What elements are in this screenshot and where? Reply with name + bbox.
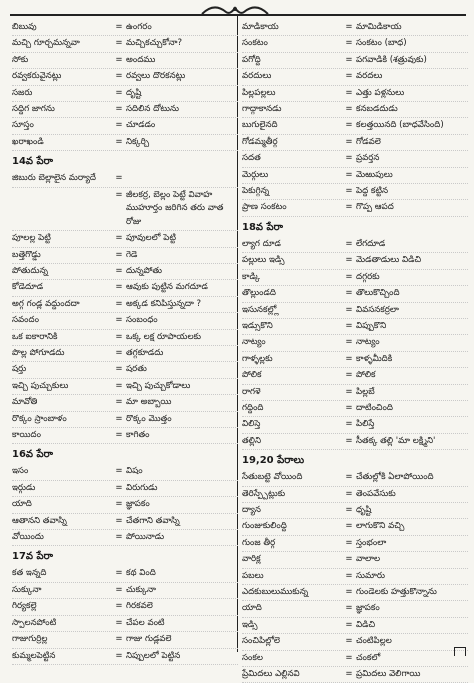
equals-sign: = <box>115 189 123 200</box>
standard-meaning: చేపల వంటి <box>126 617 165 628</box>
standard-meaning: అందము <box>126 54 156 65</box>
glossary-row <box>12 530 238 546</box>
standard-meaning: అక్కడ కనిపిస్తున్నదా ? <box>126 298 202 309</box>
standard-meaning: ఇచ్చి పుచ్చుకోడాలు <box>126 380 191 391</box>
glossary-row <box>242 536 468 552</box>
section-heading: 19,20 పేరాలు <box>242 455 305 467</box>
dialect-term: ప్రేమిదలు ఎల్లినవి <box>242 669 300 680</box>
dialect-term: సేతుబట్టె వోయింది <box>242 472 303 483</box>
section-heading: 17వ పేరా <box>12 551 53 563</box>
dialect-term: నాట్యం <box>242 337 266 348</box>
equals-sign: = <box>115 413 123 424</box>
standard-meaning: తెంపవేసుకు <box>356 488 396 499</box>
standard-meaning: కాళ్ళమీదికి <box>356 353 393 364</box>
section-heading: 16వ పేరా <box>12 449 53 461</box>
dialect-term: పోతుదున్న <box>12 265 49 276</box>
equals-sign: = <box>115 499 123 510</box>
standard-meaning: కలత్తయినది (బాధవేసింది) <box>356 120 444 131</box>
glossary-row <box>12 346 238 362</box>
standard-meaning: గిరకవలె <box>126 601 153 612</box>
glossary-row <box>12 583 238 599</box>
standard-meaning: మామిడికాయ <box>356 22 402 32</box>
dialect-term: తల్లిని <box>242 435 262 446</box>
equals-sign: = <box>345 435 353 446</box>
glossary-row <box>242 417 468 433</box>
glossary-row <box>242 237 468 253</box>
glossary-row <box>12 86 238 102</box>
glossary-row <box>12 566 238 582</box>
dialect-term: గద్దింది <box>242 402 264 413</box>
equals-sign: = <box>115 233 123 244</box>
standard-meaning: గెడె <box>126 249 138 260</box>
glossary-row <box>12 102 238 118</box>
dialect-term: సదత <box>242 153 261 164</box>
equals-sign: = <box>345 603 353 614</box>
standard-meaning: దృష్టి <box>126 87 142 98</box>
glossary-row <box>12 36 238 52</box>
dialect-term: మెర్గులు <box>242 169 269 180</box>
dialect-term: తెరిస్ప్పేట్లుకు <box>242 488 286 499</box>
dialect-term: సంకల <box>242 652 263 663</box>
dialect-term: సంకటం <box>242 38 268 49</box>
equals-sign: = <box>345 255 353 266</box>
equals-sign: = <box>345 38 353 49</box>
glossary-row <box>242 319 468 335</box>
equals-sign: = <box>345 202 353 213</box>
glossary-row <box>242 270 468 286</box>
standard-meaning: చంకలో <box>356 652 381 663</box>
standard-meaning: జ్ఞాపకం <box>126 499 150 510</box>
dialect-term: సూస్తం <box>12 120 34 131</box>
glossary-row <box>12 428 238 444</box>
equals-sign: = <box>115 397 123 408</box>
standard-meaning: విషం <box>126 466 143 477</box>
equals-sign: = <box>345 488 353 499</box>
equals-sign: = <box>115 584 123 595</box>
glossary-row <box>242 470 468 486</box>
equals-sign: = <box>345 554 353 565</box>
standard-meaning: తొలుకొచ్చింది <box>356 288 400 299</box>
dialect-term: సోకు <box>12 54 29 65</box>
left-column <box>12 20 238 665</box>
glossary-row <box>12 171 238 187</box>
standard-meaning: ఉంగరం <box>126 22 152 32</box>
glossary-row <box>12 280 238 296</box>
dialect-term: వారిక్ల <box>242 554 261 565</box>
glossary-row <box>12 395 238 411</box>
equals-sign: = <box>345 652 353 663</box>
dialect-term: అగ్గ గండ్ల వద్దుందదా <box>12 298 80 309</box>
equals-sign: = <box>115 532 123 543</box>
equals-sign: = <box>345 271 353 282</box>
equals-sign: = <box>345 370 353 381</box>
glossary-row <box>242 519 468 535</box>
equals-sign: = <box>345 320 353 331</box>
standard-meaning: పిలిస్తే <box>356 419 375 430</box>
glossary-row <box>242 585 468 601</box>
equals-sign: = <box>345 87 353 98</box>
glossary-row <box>12 297 238 313</box>
dialect-term: గుంజుకులింద్ది <box>242 521 287 532</box>
standard-meaning: కాగితం <box>126 430 150 441</box>
standard-meaning: షరతు <box>126 364 147 375</box>
standard-meaning: విడిచి <box>356 619 376 630</box>
glossary-row <box>242 487 468 503</box>
glossary-row <box>12 362 238 378</box>
glossary-row <box>242 286 468 302</box>
equals-sign: = <box>115 482 123 493</box>
dialect-term: ఒక ఐకారానికి <box>12 331 58 342</box>
glossary-row <box>12 69 238 85</box>
dialect-term: ఇసం <box>12 466 29 477</box>
standard-meaning: కనబడదుడు <box>356 104 398 115</box>
dialect-term: ఇడ్సి <box>242 619 258 630</box>
standard-meaning: సంబంధం <box>126 315 158 326</box>
dialect-term: ల్యాగ దూడ <box>242 238 281 249</box>
glossary-row <box>242 667 468 683</box>
dialect-term: బిబువు <box>12 22 37 32</box>
standard-meaning: చుక్కునా <box>126 584 156 595</box>
dialect-term: తొల్లుండది <box>242 288 276 299</box>
equals-sign: = <box>345 238 353 249</box>
equals-sign: = <box>345 636 353 647</box>
equals-sign: = <box>115 380 123 391</box>
standard-meaning: గోడవలె <box>356 136 381 147</box>
standard-meaning: పెద్ద కట్టిన <box>356 186 389 197</box>
glossary-row <box>12 616 238 632</box>
standard-meaning: ఒక్క లక్ష రూపాయలకు <box>126 331 201 342</box>
dialect-term: ఇడ్సుకొని <box>242 320 273 331</box>
dialect-term: బుగులైనది <box>242 120 278 131</box>
standard-meaning: సుమారు <box>356 570 385 581</box>
dialect-term: కుమ్మలపెట్టిన <box>12 650 56 661</box>
glossary-row <box>12 514 238 530</box>
glossary-row <box>242 335 468 351</box>
glossary-row <box>12 20 238 36</box>
section-heading: 14వ పేరా <box>12 156 53 168</box>
standard-meaning: జ్ఞాపకం <box>356 603 380 614</box>
equals-sign: = <box>115 515 123 526</box>
dialect-term: ఆతానని తవాస్ని <box>12 515 67 526</box>
equals-sign: = <box>115 617 123 628</box>
equals-sign: = <box>115 348 123 358</box>
standard-meaning: దున్నపోతు <box>126 265 163 276</box>
standard-meaning: గొప్ప ఆపద <box>356 202 394 213</box>
standard-meaning: జీలకర్ర, బెల్లం పెట్టే వివాహ ముహూర్తం జరిగిన తరు వాత రోజు <box>126 189 224 227</box>
glossary-row <box>242 118 468 134</box>
standard-meaning: మెఱుపులు <box>356 169 393 180</box>
glossary-row <box>12 481 238 497</box>
dialect-term: మావోతి <box>12 397 38 408</box>
equals-sign: = <box>345 570 353 581</box>
standard-meaning: మచ్చికచ్చుకోనా? <box>126 38 183 49</box>
page-corner-mark <box>454 647 466 656</box>
standard-meaning: దాటించింది <box>356 402 393 413</box>
standard-meaning: నిక్కర్చి <box>126 136 150 147</box>
glossary-row <box>12 632 238 648</box>
equals-sign: = <box>345 337 353 348</box>
standard-meaning: ధృష్టి <box>356 504 372 515</box>
standard-meaning: వివసనకర్రలా <box>356 304 399 315</box>
glossary-row <box>12 135 238 151</box>
dialect-term: ఇచ్చి పుచ్చుకులు <box>12 380 69 391</box>
standard-meaning: సంకటం (బాధ) <box>356 38 407 49</box>
dialect-term: సజరు <box>12 87 33 98</box>
glossary-row <box>12 264 238 280</box>
equals-sign: = <box>345 402 353 413</box>
equals-sign: = <box>345 386 353 397</box>
equals-sign: = <box>345 504 353 515</box>
equals-sign: = <box>115 249 123 260</box>
dialect-term: రాగళె <box>242 386 261 397</box>
dialect-term: కోడెదూడ <box>12 282 44 293</box>
equals-sign: = <box>345 54 353 65</box>
dialect-term: మచ్చి గూర్చమన్నవా <box>12 38 80 49</box>
glossary-row <box>12 330 238 346</box>
dialect-term: పూలల్ల పెట్టి <box>12 233 51 244</box>
equals-sign: = <box>115 54 123 65</box>
standard-meaning: పగవాడికి (శత్రువుకు) <box>356 54 427 65</box>
glossary-row <box>242 135 468 151</box>
glossary-row <box>242 200 468 216</box>
equals-sign: = <box>345 587 353 597</box>
glossary-row <box>12 53 238 69</box>
glossary-row <box>242 651 468 667</box>
equals-sign: = <box>115 298 123 309</box>
glossary-row <box>12 379 238 395</box>
dialect-term: సంచిపిల్లోలె <box>242 636 281 647</box>
dialect-term: వరదులు <box>242 71 272 82</box>
standard-meaning: లేగదూడ <box>356 238 386 249</box>
standard-meaning: నిప్పులలో పెట్టిన <box>126 650 181 661</box>
equals-sign: = <box>345 537 353 548</box>
dialect-term: ఇర్గుడు <box>12 482 36 493</box>
equals-sign: = <box>115 22 123 32</box>
dialect-term: గాద్గాకానడు <box>242 104 282 115</box>
glossary-row <box>12 248 238 264</box>
dialect-term: వోయిందు <box>12 532 44 543</box>
dialect-term: రొక్కం స్రాంబాళం <box>12 413 67 424</box>
equals-sign: = <box>115 430 123 441</box>
standard-meaning: లాగుకొని వచ్చి <box>356 521 405 532</box>
glossary-row <box>242 69 468 85</box>
standard-meaning: పిల్లబే <box>356 386 375 397</box>
glossary-row <box>242 601 468 617</box>
standard-meaning: సదిలిన దోటును <box>126 104 179 115</box>
standard-meaning: చేతుల్లోకి ఏలాపోయింది <box>356 472 434 483</box>
equals-sign: = <box>345 472 353 483</box>
glossary-row <box>12 118 238 134</box>
glossary-row <box>242 151 468 167</box>
dialect-term: ప్రాణ సంకటం <box>242 202 287 213</box>
glossary-row <box>242 552 468 568</box>
glossary-row <box>12 599 238 615</box>
dialect-term: యాది <box>242 603 262 614</box>
section-heading: 18వ పేరా <box>242 221 283 233</box>
standard-meaning: మెడతాడులు విడిచి <box>356 255 422 266</box>
dialect-term: రవ్వకరువైనట్లు <box>12 71 62 82</box>
standard-meaning: విప్పుకొని <box>356 320 387 331</box>
standard-meaning: పోయినాడు <box>126 532 165 543</box>
equals-sign: = <box>115 136 123 147</box>
glossary-row <box>242 184 468 200</box>
right-column <box>242 20 468 683</box>
standard-meaning: మా అబ్బాయి <box>126 397 172 408</box>
equals-sign: = <box>115 71 123 82</box>
standard-meaning: కథ వింది <box>126 568 156 579</box>
glossary-row <box>242 20 468 36</box>
equals-sign: = <box>115 634 123 645</box>
standard-meaning: చూడడం <box>126 120 156 131</box>
glossary-row <box>12 497 238 513</box>
equals-sign: = <box>115 120 123 131</box>
standard-meaning: గుండెలకు హత్తుకొన్నాను <box>356 587 437 597</box>
dialect-term: స్పాలనపోంటి <box>12 617 57 628</box>
dialect-term: పోలిక <box>242 370 262 381</box>
glossary-row <box>242 634 468 650</box>
glossary-row <box>12 231 238 247</box>
equals-sign: = <box>115 173 123 184</box>
glossary-row <box>12 649 238 665</box>
standard-meaning: ప్రమిదలు వెలిగాయి <box>356 669 421 680</box>
dialect-term: జిబురు బెల్లాలైన మర్యాదే <box>12 173 96 184</box>
equals-sign: = <box>115 87 123 98</box>
equals-sign: = <box>345 186 353 197</box>
equals-sign: = <box>115 38 123 49</box>
equals-sign: = <box>115 601 123 612</box>
standard-meaning: పోలిక <box>356 370 376 381</box>
dialect-term: షర్తు <box>12 364 27 375</box>
standard-meaning: ఎత్తు పళ్లనులు <box>356 87 405 98</box>
glossary-row <box>242 385 468 401</box>
dialect-term: ఇసునకల్ల్లో <box>242 304 279 315</box>
equals-sign: = <box>345 169 353 180</box>
standard-meaning: స్తంభంలా <box>356 537 387 548</box>
dialect-term: విలిస్తె <box>242 419 261 430</box>
equals-sign: = <box>345 120 353 131</box>
dialect-term: మాడికాయ <box>242 22 279 32</box>
equals-sign: = <box>345 353 353 364</box>
equals-sign: = <box>345 71 353 82</box>
dialect-term: సవందం <box>12 315 39 326</box>
dialect-term: కత ఇన్నది <box>12 568 47 579</box>
dialect-term: గోడమ్మతీర్గ <box>242 136 278 147</box>
standard-meaning: నాట్యం <box>356 337 380 348</box>
equals-sign: = <box>345 619 353 630</box>
equals-sign: = <box>345 669 353 680</box>
standard-meaning: చేతగాని తవాస్ని <box>126 515 180 526</box>
standard-meaning: వాలాల <box>356 554 381 565</box>
dialect-term: గాజుగుర్రిల్ల <box>12 634 48 645</box>
standard-meaning: రవ్వలు దొరకనట్లు <box>126 71 186 82</box>
equals-sign: = <box>115 104 123 115</box>
dialect-term: గుంజ తీర్గ <box>242 537 276 548</box>
dialect-term: ఖరాఖండి <box>12 136 44 147</box>
equals-sign: = <box>345 136 353 147</box>
equals-sign: = <box>345 104 353 115</box>
equals-sign: = <box>115 364 123 375</box>
standard-meaning: గాజు గుడ్లవలె <box>126 634 172 645</box>
dialect-term: ద్యాన <box>242 504 261 515</box>
glossary-row <box>242 569 468 585</box>
glossary-row <box>242 303 468 319</box>
glossary-row <box>12 188 238 232</box>
dialect-term: కాయిదం <box>12 430 41 441</box>
glossary-row <box>242 168 468 184</box>
equals-sign: = <box>115 650 123 661</box>
standard-meaning: పూవులలో పెట్టి <box>126 233 176 244</box>
glossary-row <box>12 464 238 480</box>
top-rule <box>10 14 466 16</box>
glossary-row <box>242 368 468 384</box>
glossary-row <box>242 102 468 118</box>
equals-sign: = <box>115 282 123 293</box>
equals-sign: = <box>345 419 353 430</box>
standard-meaning: రొక్కం మొత్తం <box>126 413 172 424</box>
equals-sign: = <box>345 521 353 532</box>
equals-sign: = <box>345 22 353 32</box>
equals-sign: = <box>115 466 123 477</box>
standard-meaning: తగ్గకూడదు <box>126 348 164 358</box>
glossary-row <box>242 401 468 417</box>
standard-meaning: చంటిపిల్లల <box>356 636 392 647</box>
standard-meaning: ఆవుకు పుట్టిన మగదూడ <box>126 282 208 293</box>
dialect-term: పగోద్ది <box>242 54 261 65</box>
glossary-row <box>12 313 238 329</box>
dialect-term: పెకుగ్గిన్న <box>242 186 270 197</box>
glossary-row <box>242 53 468 69</box>
equals-sign: = <box>115 331 123 342</box>
dialect-term: పబలు <box>242 570 264 581</box>
dialect-term: సద్దిగ జాగను <box>12 104 55 115</box>
dialect-term: పొల్ల పోగూడదు <box>12 348 65 358</box>
dialect-term: కాడ్కి <box>242 271 260 282</box>
dialect-term: పల్లులు ఇడ్సి <box>242 255 285 266</box>
dialect-term: సుక్కునా <box>12 584 42 595</box>
glossary-row <box>242 618 468 634</box>
dialect-term: గాళ్ళల్లకు <box>242 353 273 364</box>
dialect-term: పిల్లపల్లలు <box>242 87 276 98</box>
glossary-row <box>242 36 468 52</box>
glossary-row <box>242 86 468 102</box>
dialect-term: గిర్యకల్లె <box>12 601 37 612</box>
equals-sign: = <box>345 304 353 315</box>
equals-sign: = <box>345 153 353 164</box>
standard-meaning: సీతక్క తల్లి 'మా లక్ష్మిని' <box>356 435 436 446</box>
standard-meaning: ప్రవర్తన <box>356 153 380 164</box>
equals-sign: = <box>115 315 123 326</box>
dialect-term: బత్తెగొడ్డు <box>12 249 41 260</box>
dialect-term: ఎదకుబులుముకున్న <box>242 587 309 597</box>
glossary-row <box>242 434 468 450</box>
glossary-row <box>242 503 468 519</box>
glossary-row <box>242 352 468 368</box>
dialect-term: యాది <box>12 499 32 510</box>
equals-sign: = <box>115 568 123 579</box>
equals-sign: = <box>115 265 123 276</box>
glossary-row <box>242 253 468 269</box>
glossary-row <box>12 412 238 428</box>
standard-meaning: విరుగుడు <box>126 482 158 493</box>
equals-sign: = <box>345 288 353 299</box>
standard-meaning: దగ్గరకు <box>356 271 380 282</box>
standard-meaning: వరదలు <box>356 71 383 82</box>
